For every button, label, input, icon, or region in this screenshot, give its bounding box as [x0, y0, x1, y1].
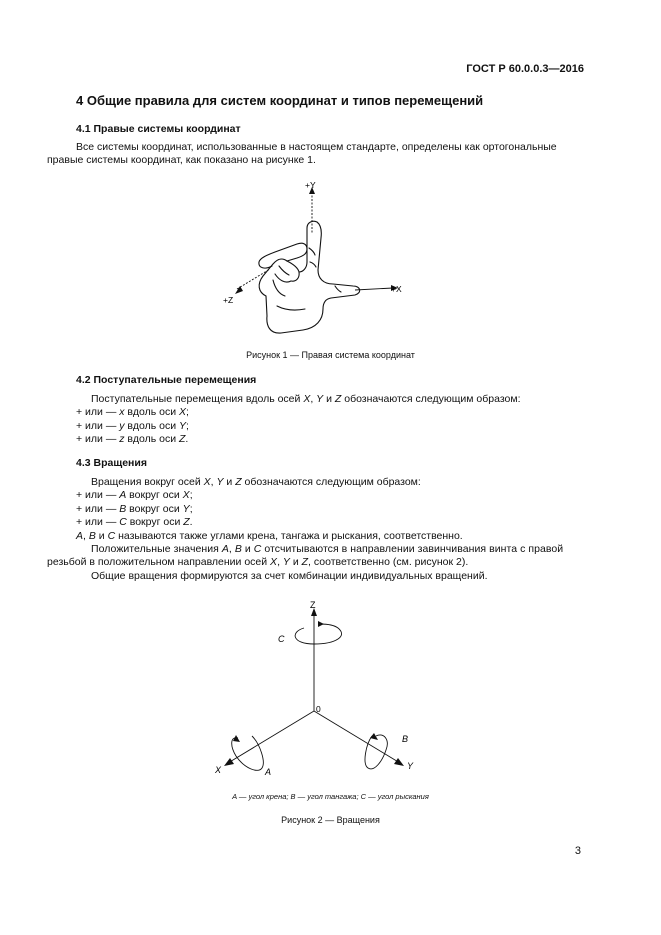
- fig2-label-c: C: [278, 634, 285, 644]
- figure-1-hand-diagram: [215, 178, 415, 343]
- z-axis-arrow-icon: [235, 286, 243, 294]
- subsection-title-4-1: 4.1 Правые системы координат: [76, 123, 241, 135]
- list-item-translation-y: + или — y вдоль оси Y;: [76, 419, 189, 432]
- fig2-label-x: X: [215, 765, 222, 775]
- figure-2-legend: A — угол крена; B — угол тангажа; C — угол рыскания: [232, 792, 429, 801]
- paragraph-general-rotations: Общие вращения формируются за счет комбинации индивидуальных вращений.: [91, 569, 488, 582]
- paragraph-4-2: [76, 393, 585, 447]
- hand-icon: [259, 221, 360, 333]
- x-axis-line: [355, 288, 393, 290]
- rotation-c-arc: [295, 624, 341, 644]
- z-axis-line: [237, 269, 270, 289]
- x-axis-arrow-icon: [224, 758, 234, 766]
- fig1-label-plus-y: +Y: [305, 180, 316, 190]
- y-axis-arrow-icon: [394, 758, 404, 766]
- document-code: ГОСТ Р 60.0.0.3—2016: [466, 63, 584, 75]
- figure-2-rotations-diagram: [200, 596, 440, 786]
- fig2-label-a: A: [265, 767, 272, 777]
- fig2-label-z: Z: [310, 600, 316, 610]
- list-item-rotation-c: + или — C вокруг оси Z.: [76, 516, 193, 529]
- fig2-label-y: Y: [407, 761, 414, 771]
- paragraph-4-3-intro: Вращения вокруг осей X, Y и Z обозначаются следующим образом:: [91, 476, 421, 488]
- paragraph-4-3: [47, 476, 585, 583]
- paragraph-angle-names: A, B и C называются также углами крена, тангажа и рыскания, соответственно.: [76, 529, 463, 542]
- figure-2-caption: Рисунок 2 — Вращения: [281, 815, 380, 825]
- paragraph-4-2-intro: Поступательные перемещения вдоль осей X, Y и Z обозначаются следующим образом:: [91, 393, 521, 405]
- rotation-b-arrow-icon: [370, 733, 378, 740]
- fig2-label-b: B: [402, 734, 409, 744]
- rotation-b-arc: [365, 735, 387, 769]
- page-number: 3: [574, 845, 581, 857]
- x-axis-line: [228, 711, 314, 763]
- subsection-title-4-3: 4.3 Вращения: [76, 457, 147, 469]
- paragraph-positive-values-line-2: резьбой в положительном направлении осей X, Y и Z, соответственно (см. рисунок 2).: [47, 556, 469, 569]
- list-item-translation-x: + или — x вдоль оси X;: [76, 406, 189, 419]
- y-axis-line: [314, 711, 400, 763]
- list-item-translation-z: + или — z вдоль оси Z.: [76, 433, 189, 446]
- paragraph-4-1-line-2: правые системы координат, как показано на рисунке 1.: [47, 154, 316, 167]
- paragraph-positive-values-line-1: Положительные значения A, B и C отсчитываются в направлении завинчивания винта с правой: [91, 543, 564, 556]
- subsection-title-4-2: 4.2 Поступательные перемещения: [76, 374, 257, 386]
- list-item-rotation-b: + или — B вокруг оси Y;: [76, 502, 193, 515]
- list-item-rotation-a: + или — A вокруг оси X;: [76, 489, 193, 502]
- rotation-c-arrow-icon: [318, 621, 324, 627]
- figure-1-caption: Рисунок 1 — Правая система координат: [246, 350, 415, 360]
- fig2-label-origin: 0: [316, 704, 321, 714]
- paragraph-4-1: [47, 141, 585, 168]
- fig1-label-plus-z: +Z: [223, 295, 234, 305]
- fig1-label-plus-x: +X: [391, 284, 402, 294]
- paragraph-4-1-line-1: Все системы координат, использованные в настоящем стандарте, определены как ортогональные: [76, 141, 557, 153]
- section-title: 4 Общие правила для систем координат и типов перемещений: [76, 93, 484, 108]
